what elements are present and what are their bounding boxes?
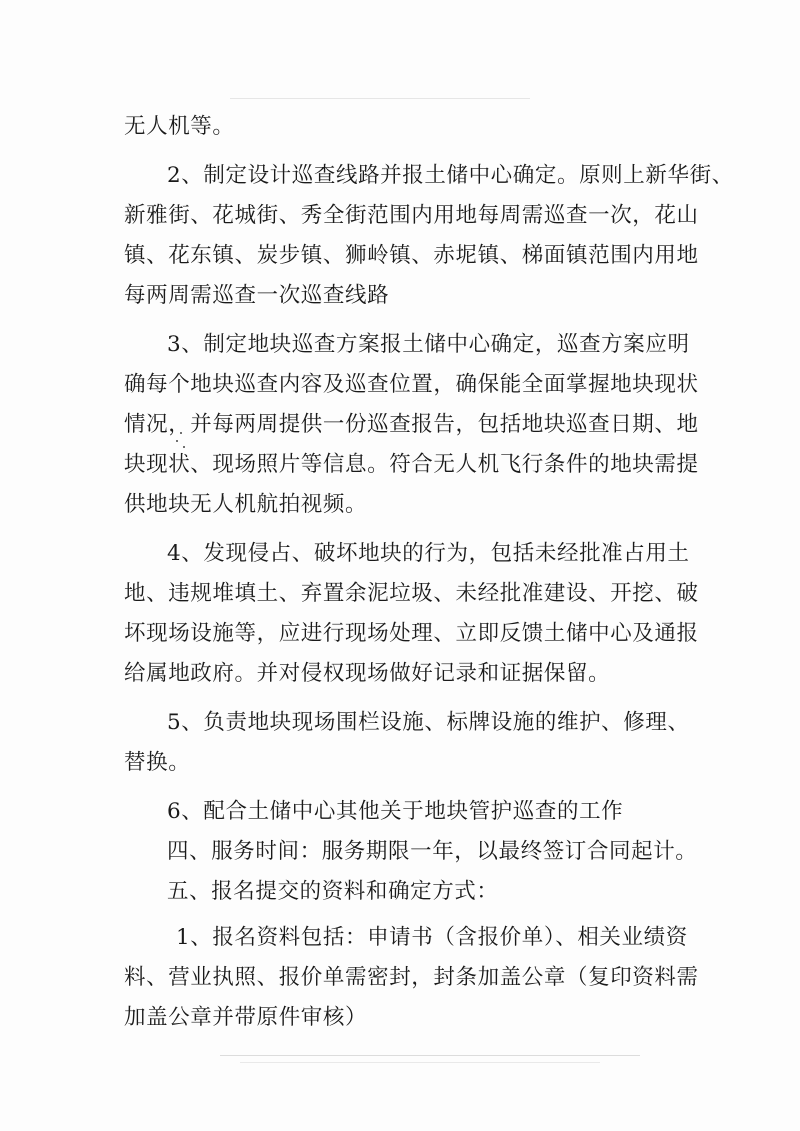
paragraph-item-5 bbox=[124, 703, 690, 783]
section-heading-line: 五、报名提交的资料和确定方式： bbox=[167, 879, 499, 904]
paragraph-continuation bbox=[124, 107, 690, 147]
text-line: 情况，并每两周提供一份巡查报告，包括地块巡查日期、地 bbox=[124, 412, 699, 437]
text-line: 镇、花东镇、炭步镇、狮岭镇、赤坭镇、梯面镇范围内用地 bbox=[124, 243, 699, 268]
scan-artifact-line bbox=[220, 1055, 640, 1056]
text-line: 无人机等。 bbox=[124, 114, 235, 139]
text-line: 每两周需巡查一次巡查线路 bbox=[124, 283, 390, 308]
text-line: 块现状、现场照片等信息。符合无人机飞行条件的地块需提 bbox=[124, 452, 699, 477]
text-line: 5、负责地块现场围栏设施、标牌设施的维护、修理、 bbox=[167, 710, 690, 735]
paragraph-item-4 bbox=[124, 534, 699, 694]
text-line: 4、发现侵占、破坏地块的行为，包括未经批准占用土 bbox=[167, 541, 690, 566]
text-line: 地、违规堆填土、弃置余泥垃圾、未经批准建设、开挖、破 bbox=[124, 581, 699, 606]
text-line: 新雅街、花城街、秀全街范围内用地每周需巡查一次，花山 bbox=[124, 203, 699, 228]
text-line: 替换。 bbox=[124, 750, 191, 775]
text-line: 1、报名资料包括：申请书（含报价单）、相关业绩资 bbox=[176, 925, 688, 950]
text-line: 确每个地块巡查内容及巡查位置，确保能全面掌握地块现状 bbox=[124, 372, 699, 397]
text-line: 供地块无人机航拍视频。 bbox=[124, 492, 368, 517]
section-service-time bbox=[124, 832, 698, 872]
paragraph-item-6 bbox=[124, 792, 690, 832]
scan-artifact-line bbox=[230, 98, 530, 99]
paragraph-item-2 bbox=[124, 156, 734, 316]
text-line: 加盖公章并带原件审核） bbox=[124, 1005, 368, 1030]
text-line: 给属地政府。并对侵权现场做好记录和证据保留。 bbox=[124, 661, 611, 686]
text-line: 料、营业执照、报价单需密封，封条加盖公章（复印资料需 bbox=[124, 965, 699, 990]
text-line: 坏现场设施等，应进行现场处理、立即反馈土储中心及通报 bbox=[124, 621, 699, 646]
paragraph-submission-item-1 bbox=[124, 918, 699, 1038]
text-line: 2、制定设计巡查线路并报土储中心确定。原则上新华街、 bbox=[167, 163, 734, 188]
section-submission-heading bbox=[124, 872, 690, 912]
text-line: 6、配合土储中心其他关于地块管护巡查的工作 bbox=[167, 799, 624, 824]
text-line: 3、制定地块巡查方案报土储中心确定，巡查方案应明 bbox=[167, 332, 690, 357]
section-heading-line: 四、服务时间：服务期限一年，以最终签订合同起计。 bbox=[167, 839, 698, 864]
document-body bbox=[124, 107, 734, 1038]
paragraph-item-3 bbox=[124, 325, 699, 525]
scan-artifact-line bbox=[240, 1062, 600, 1063]
